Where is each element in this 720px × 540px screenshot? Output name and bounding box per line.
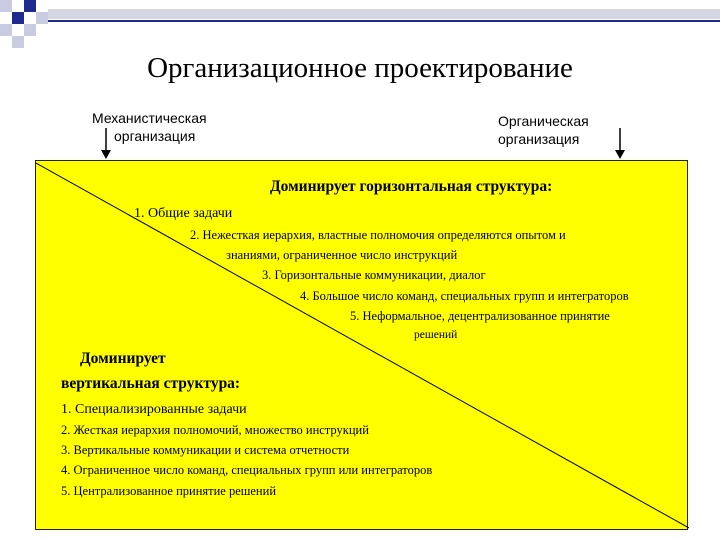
decor-square [36, 12, 48, 24]
vertical-item: 5. Централизованное принятие решений [61, 484, 277, 498]
top-decor-line [48, 20, 720, 22]
right-label [498, 112, 589, 148]
horizontal-item: 4. Большое число команд, специальных групп и интеграторов [300, 289, 629, 303]
decor-square [12, 12, 24, 24]
decor-square [0, 0, 12, 12]
vertical-heading-line1: Доминирует [80, 350, 166, 367]
slide-title: Организационное проектирование [147, 52, 573, 84]
left-down-arrow [100, 128, 112, 160]
vertical-item: 4. Ограниченное число команд, специальных групп или интеграторов [61, 463, 433, 477]
right-label-line2: организация [498, 131, 580, 147]
vertical-item: 1. Специализированные задачи [61, 402, 247, 417]
vertical-item: 3. Вертикальные коммуникации и система отчетности [61, 443, 350, 457]
horizontal-item: 5. Неформальное, децентрализованное принятие [350, 309, 610, 323]
decor-square [24, 24, 36, 36]
horizontal-item: 1. Общие задачи [134, 206, 233, 221]
horizontal-item: 2. Нежесткая иерархия, властные полномочия определяются опытом и [190, 228, 566, 242]
decor-square [24, 0, 36, 12]
horizontal-item: решений [414, 329, 458, 341]
horizontal-item: 3. Горизонтальные коммуникации, диалог [262, 268, 486, 282]
left-label-line1: Механистическая [92, 110, 207, 126]
vertical-heading-line2: вертикальная структура: [61, 375, 241, 392]
right-down-arrow [614, 128, 626, 160]
vertical-item: 2. Жесткая иерархия полномочий, множество инструкций [61, 423, 369, 437]
decor-square [12, 36, 24, 48]
top-decor-bar [48, 9, 720, 19]
horizontal-item: знаниями, ограниченное число инструкций [226, 248, 458, 262]
decor-square [0, 24, 12, 36]
right-label-line1: Органическая [498, 113, 589, 129]
horizontal-heading: Доминирует горизонтальная структура: [270, 178, 553, 195]
left-label-line2: организация [114, 128, 196, 144]
